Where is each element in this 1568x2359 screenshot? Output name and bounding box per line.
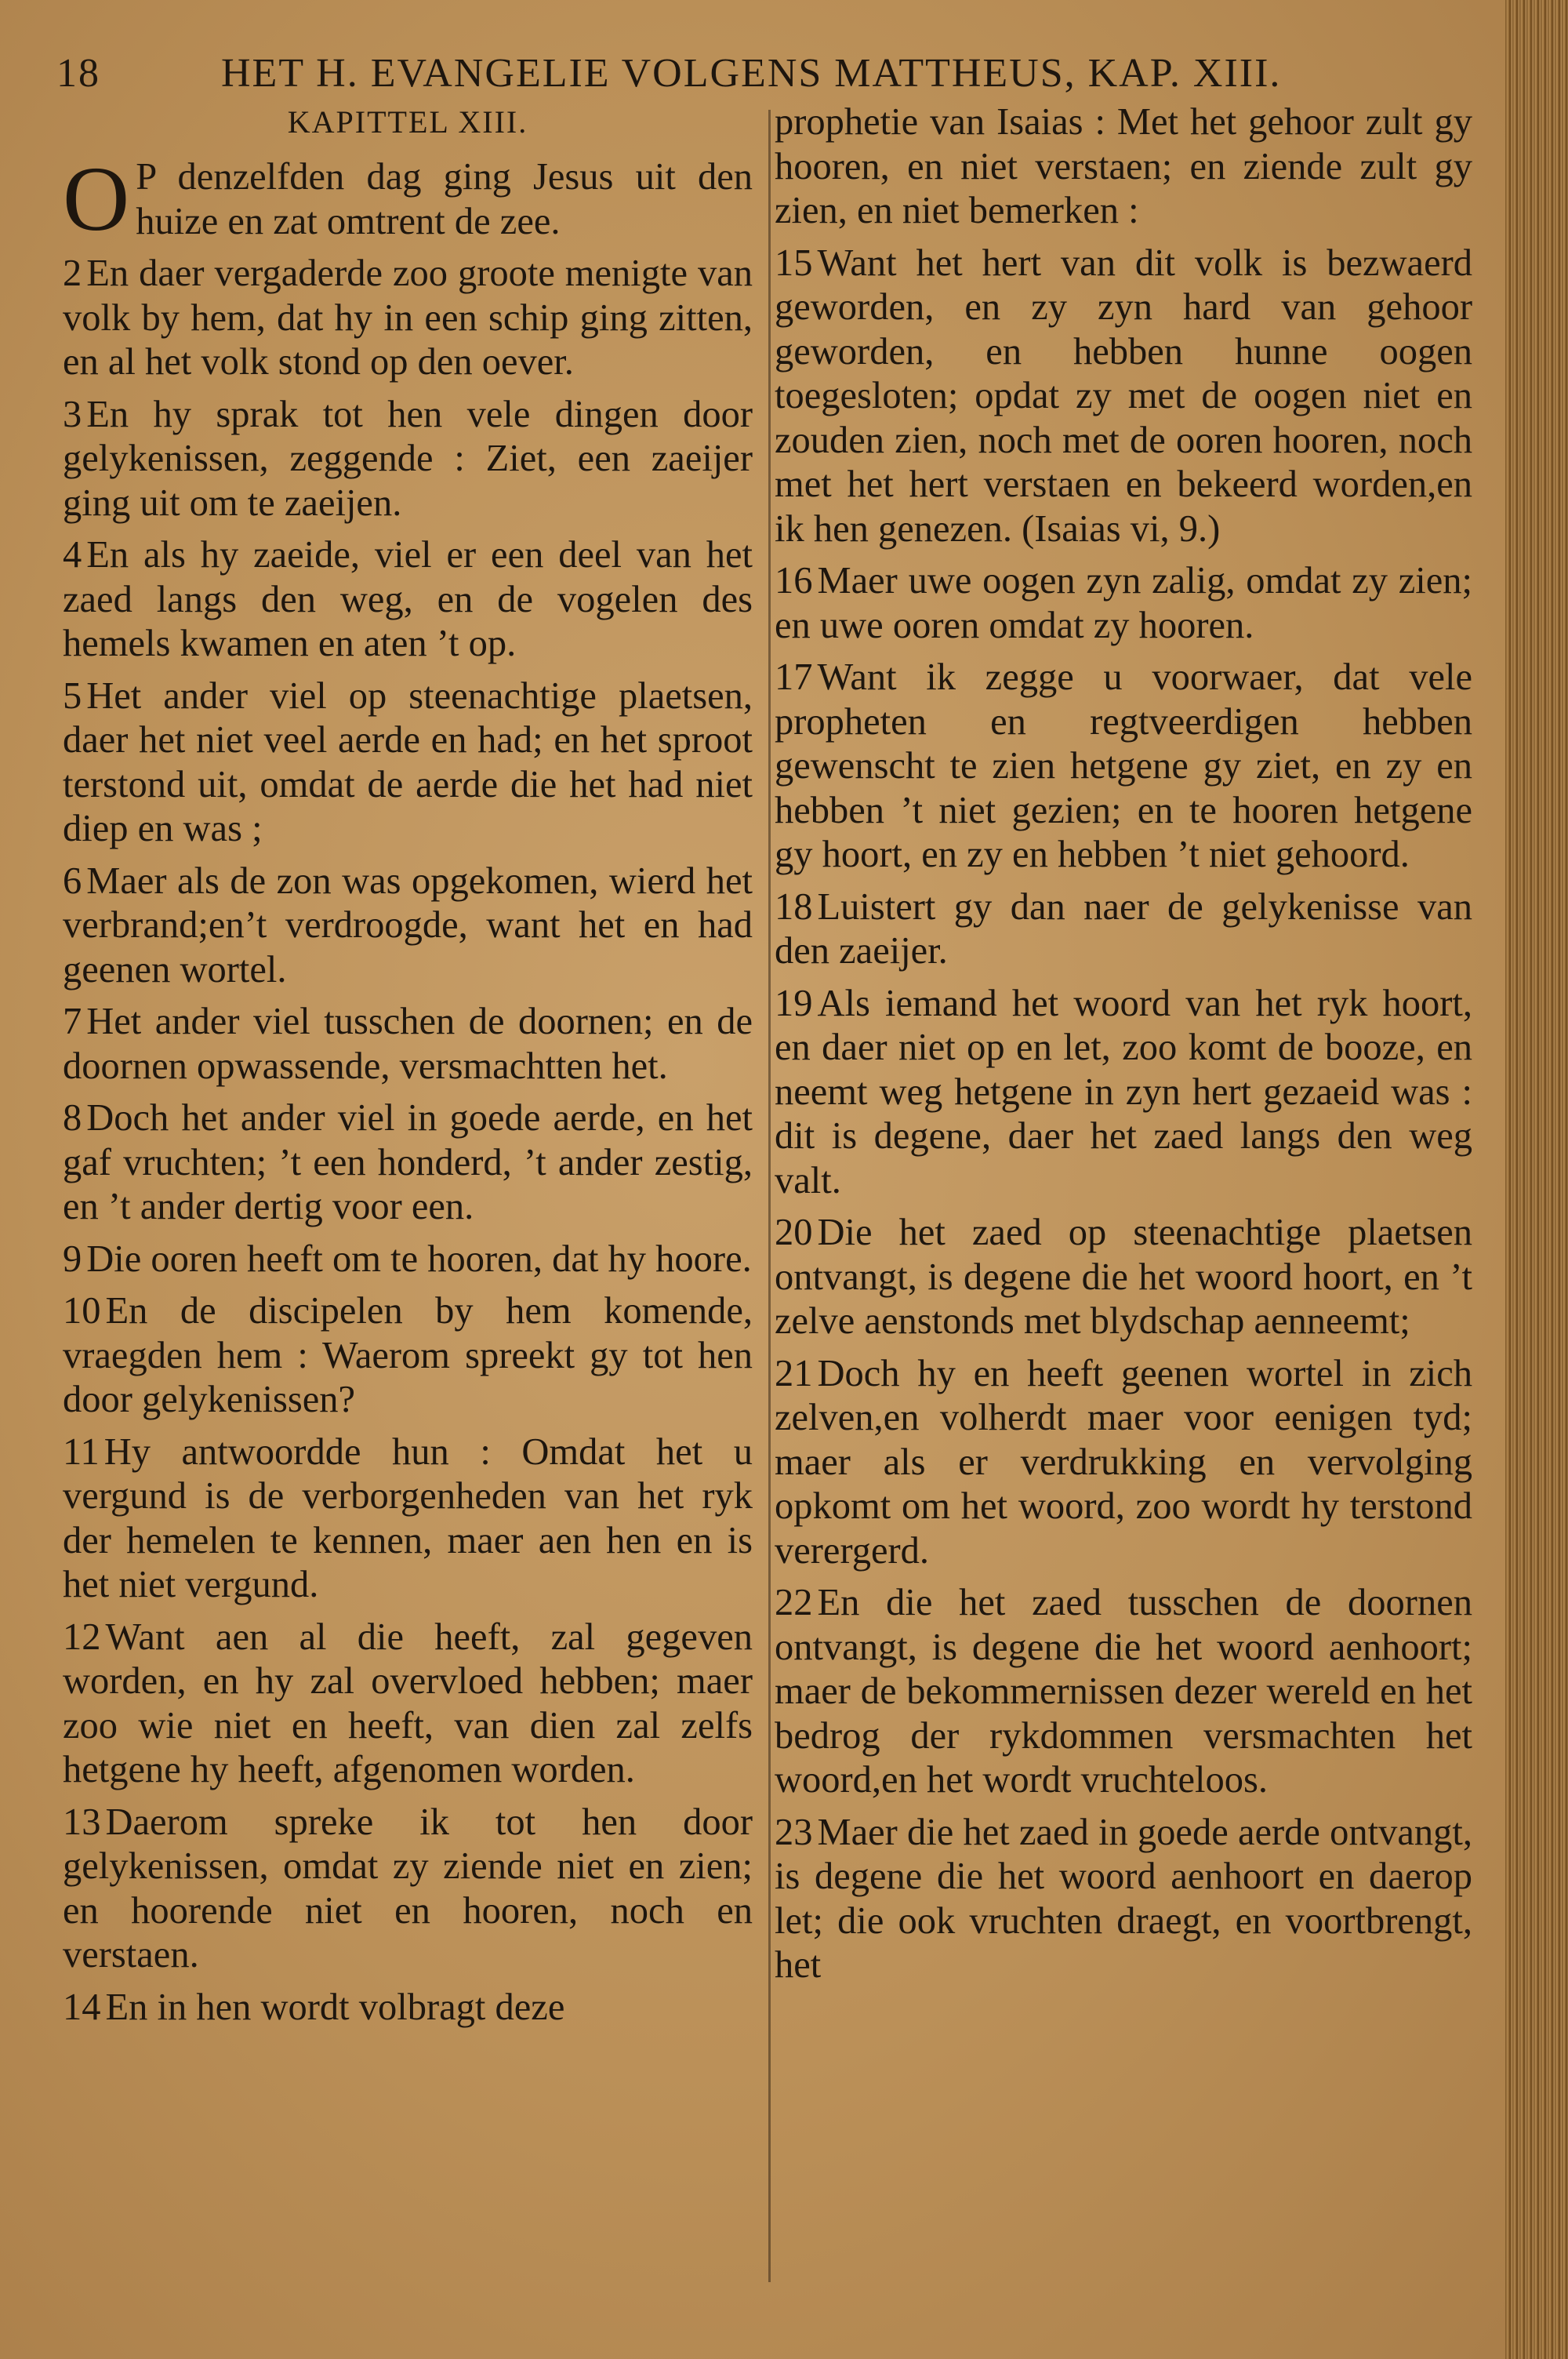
verse-text: En hy sprak tot hen vele dingen door gelykenissen, zeggende : Ziet, een zaeijer ging uit om te zaeijen. xyxy=(63,393,753,524)
running-title: HET H. EVANGELIE VOLGENS MATTHEUS, KAP. XIII. xyxy=(221,51,1282,96)
verse xyxy=(775,656,1472,878)
verse xyxy=(63,1289,753,1423)
verse-text: Maer als de zon was opgekomen, wierd het verbrand;en’t verdroogde, want het en had geenen wortel. xyxy=(63,860,753,990)
verse-text: Luistert gy dan naer de gelykenisse van den zaeijer. xyxy=(775,885,1472,972)
verse-number: 17 xyxy=(775,656,813,698)
verse-number: 18 xyxy=(775,885,813,928)
verse-number: 4 xyxy=(63,534,82,576)
verse-number: 22 xyxy=(775,1582,813,1623)
verse-number: 11 xyxy=(63,1430,100,1473)
verse-text: Maer die het zaed in goede aerde ontvangt, is degene die het woord aenhoort en daerop let; die ook vruchten draegt, en voortbrengt, het xyxy=(775,1811,1472,1986)
verse-number: 8 xyxy=(63,1097,82,1139)
verse-number: 9 xyxy=(63,1238,82,1280)
verse xyxy=(63,674,753,852)
verse xyxy=(63,147,753,250)
verse xyxy=(63,393,753,526)
verse xyxy=(775,1352,1472,1574)
verse-text: Doch het ander viel in goede aerde, en het gaf vruchten; ’t een honderd, ’t ander zestig, en ’t ander dertig voor een. xyxy=(63,1097,753,1227)
right-verse-list xyxy=(775,100,1472,1988)
left-verse-list xyxy=(63,147,753,2030)
verse xyxy=(775,1211,1472,1344)
page-number: 18 xyxy=(56,51,100,96)
right-column xyxy=(775,100,1472,1996)
verse-number: 23 xyxy=(775,1811,813,1853)
left-column xyxy=(63,100,753,2037)
verse xyxy=(63,1238,753,1282)
verse-text: En als hy zaeide, viel er een deel van het zaed langs den weg, en de vogelen des hemels kwamen en aten ’t op. xyxy=(63,534,753,664)
verse-text: Die ooren heeft om te hooren, dat hy hoore. xyxy=(86,1238,752,1280)
verse xyxy=(63,1616,753,1793)
verse-number: 6 xyxy=(63,860,82,902)
verse-text: En die het zaed tusschen de doornen ontvangt, is degene die het woord aenhoort; maer de bekommernissen dezer wereld en het bedrog der rykdommen versmachten het woord,en het wordt vruchteloos. xyxy=(775,1582,1472,1801)
page-edges xyxy=(1505,0,1568,2359)
verse-text: Maer uwe oogen zyn zalig, omdat zy zien; en uwe ooren omdat zy hooren. xyxy=(775,560,1472,646)
verse-text: Het ander viel op steenachtige plaetsen, daer het niet veel aerde en had; en het sproot terstond uit, omdat de aerde die het had niet diep en was ; xyxy=(63,674,753,849)
verse xyxy=(63,1000,753,1089)
verse xyxy=(775,1581,1472,1803)
verse-text: Want het hert van dit volk is bezwaerd geworden, en zy zyn hard van gehoor geworden, en hebben hunne oogen toegesloten; opdat zy met de oogen niet en zouden zien, noch met de ooren hooren, noch met het hert verstaen en bekeerd worden,en ik hen genezen. (Isaias vi, 9.) xyxy=(775,242,1472,550)
verse xyxy=(775,559,1472,648)
verse xyxy=(63,1801,753,1978)
verse-number: 15 xyxy=(775,242,813,284)
verse-number: 10 xyxy=(63,1290,101,1332)
verse xyxy=(63,1430,753,1608)
verse-number: 12 xyxy=(63,1616,101,1658)
verse xyxy=(775,885,1472,974)
verse xyxy=(63,1986,753,2030)
verse-number: 3 xyxy=(63,393,82,435)
verse-number: 16 xyxy=(775,560,813,602)
drop-cap: O xyxy=(63,147,130,250)
verse-number: 13 xyxy=(63,1801,101,1843)
column-divider xyxy=(768,110,771,2282)
verse-number: 21 xyxy=(775,1352,813,1394)
chapter-heading: KAPITTEL XIII. xyxy=(287,104,528,140)
verse xyxy=(63,252,753,385)
page-header xyxy=(56,35,1475,105)
verse-text: En in hen wordt volbragt deze xyxy=(105,1986,565,2028)
verse xyxy=(775,100,1472,234)
verse-text: Die het zaed op steenachtige plaetsen ontvangt, is degene die het woord hoort, en ’t zelve aenstonds met blydschap aenneemt; xyxy=(775,1212,1472,1342)
verse-text: Daerom spreke ik tot hen door gelykenissen, omdat zy ziende niet en zien; en hoorende niet en hooren, noch en verstaen. xyxy=(63,1801,753,1976)
verse-text: Als iemand het woord van het ryk hoort, en daer niet op en let, zoo komt de booze, en neemt weg hetgene in zyn hert gezaeid was : dit is degene, daer het zaed langs den weg valt. xyxy=(775,982,1472,1201)
verse-text: Hy antwoordde hun : Omdat het u vergund is de verborgenheden van het ryk der hemelen te kennen, maer aen hen en is het niet vergund. xyxy=(63,1430,753,1605)
verse xyxy=(63,533,753,667)
verse-text: Doch hy en heeft geenen wortel in zich zelven,en volherdt maer voor eenigen tyd; maer als er verdrukking en vervolging opkomt om het woord, zoo wordt hy terstond verergerd. xyxy=(775,1352,1472,1572)
verse xyxy=(63,1096,753,1230)
verse-number: 2 xyxy=(63,253,82,294)
verse-number: 5 xyxy=(63,674,82,717)
verse-text: En de discipelen by hem komende, vraegden hem : Waerom spreekt gy tot hen door gelykenissen? xyxy=(63,1290,753,1420)
verse-text: Want aen al die heeft, zal gegeven worden, en hy zal overvloed hebben; maer zoo wie niet en heeft, van dien zal zelfs hetgene hy heeft, afgenomen worden. xyxy=(63,1616,753,1790)
verse-text: Het ander viel tusschen de doornen; en de doornen opwassende, versmachtten het. xyxy=(63,1001,753,1087)
verse xyxy=(775,242,1472,552)
verse-text: prophetie van Isaias : Met het gehoor zult gy hooren, en niet verstaen; en ziende zult gy zien, en niet bemerken : xyxy=(775,101,1472,231)
verse-text: Want ik zegge u voorwaer, dat vele propheten en regtveerdigen hebben gewenscht te zien hetgene gy ziet, en zy en hebben ’t niet gezien; en te hooren hetgene gy hoort, en zy en hebben ’t niet gehoord. xyxy=(775,656,1472,875)
verse xyxy=(775,982,1472,1204)
verse-number: 20 xyxy=(775,1212,813,1253)
verse xyxy=(775,1811,1472,1988)
verse xyxy=(63,860,753,993)
verse-number: 19 xyxy=(775,982,813,1024)
verse-number: 14 xyxy=(63,1986,101,2028)
verse-text: P denzelfden dag ging Jesus uit den huize en zat omtrent de zee. xyxy=(136,156,753,242)
verse-text: En daer vergaderde zoo groote menigte van volk by hem, dat hy in een schip ging zitten, en al het volk stond op den oever. xyxy=(63,253,753,383)
verse-number: 7 xyxy=(63,1001,82,1042)
